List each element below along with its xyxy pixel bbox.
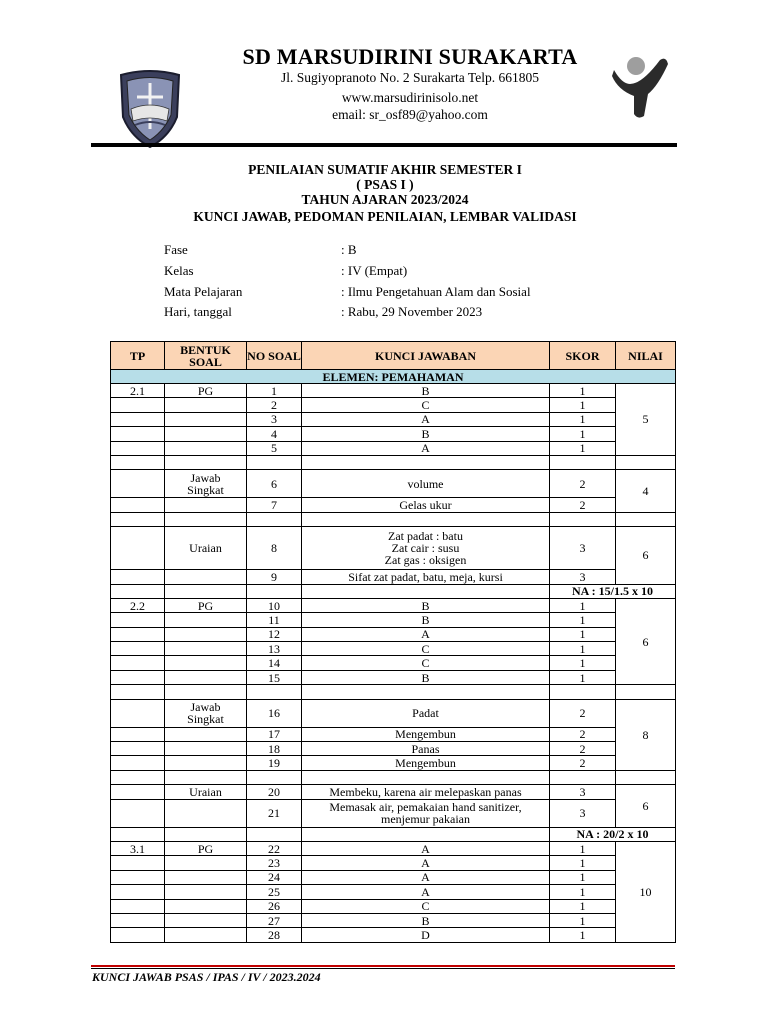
kunci-cell: A bbox=[302, 870, 550, 884]
kunci-cell: C bbox=[302, 642, 550, 656]
kunci-cell: Panas bbox=[302, 742, 550, 756]
element-label: ELEMEN: PEMAHAMAN bbox=[111, 370, 676, 384]
kunci-line: Memasak air, pemakaian hand sanitizer, bbox=[329, 800, 522, 815]
skor-cell: 1 bbox=[550, 670, 616, 684]
bentuk-cell bbox=[165, 470, 247, 498]
no-cell: 15 bbox=[247, 670, 302, 684]
table-row bbox=[111, 384, 676, 398]
kunci-cell: Sifat zat padat, batu, meja, kursi bbox=[302, 570, 550, 584]
table-row bbox=[111, 756, 676, 770]
table-row bbox=[111, 613, 676, 627]
header-kunci-jawaban: KUNCI JAWABAN bbox=[302, 342, 550, 370]
bentuk-cell: PG bbox=[165, 384, 247, 398]
skor-cell: 1 bbox=[550, 856, 616, 870]
kunci-cell: A bbox=[302, 441, 550, 455]
info-value-kelas: : IV (Empat) bbox=[341, 262, 408, 278]
na-cell: NA : 20/2 x 10 bbox=[550, 827, 676, 841]
nilai-cell: 6 bbox=[616, 785, 676, 827]
tp-cell: 2.2 bbox=[111, 598, 165, 612]
skor-cell: 1 bbox=[550, 412, 616, 426]
no-cell: 17 bbox=[247, 727, 302, 741]
bentuk-cell: PG bbox=[165, 841, 247, 855]
no-cell: 10 bbox=[247, 598, 302, 612]
skor-cell: 1 bbox=[550, 613, 616, 627]
no-cell: 22 bbox=[247, 841, 302, 855]
no-cell: 24 bbox=[247, 870, 302, 884]
no-cell: 5 bbox=[247, 441, 302, 455]
kunci-line: menjemur pakaian bbox=[381, 812, 470, 827]
kunci-cell: C bbox=[302, 899, 550, 913]
table-row bbox=[111, 527, 676, 570]
table-row bbox=[111, 441, 676, 455]
table-row bbox=[111, 598, 676, 612]
skor-cell: 2 bbox=[550, 756, 616, 770]
skor-cell: 1 bbox=[550, 398, 616, 412]
kunci-cell: A bbox=[302, 856, 550, 870]
kunci-cell: B bbox=[302, 613, 550, 627]
skor-cell: 2 bbox=[550, 498, 616, 512]
kunci-cell: B bbox=[302, 598, 550, 612]
footer-divider-red bbox=[91, 965, 675, 967]
table-header-row bbox=[111, 342, 676, 370]
table-row bbox=[111, 412, 676, 426]
skor-cell: 1 bbox=[550, 627, 616, 641]
table-row bbox=[111, 799, 676, 827]
skor-cell: 1 bbox=[550, 384, 616, 398]
kunci-cell: A bbox=[302, 885, 550, 899]
tp-cell: 3.1 bbox=[111, 841, 165, 855]
no-cell: 2 bbox=[247, 398, 302, 412]
answer-key-table bbox=[110, 341, 676, 943]
no-cell: 16 bbox=[247, 699, 302, 727]
nilai-cell: 8 bbox=[616, 699, 676, 770]
skor-cell: 2 bbox=[550, 699, 616, 727]
kunci-cell: A bbox=[302, 412, 550, 426]
no-cell: 14 bbox=[247, 656, 302, 670]
info-label-tanggal: Hari, tanggal bbox=[164, 304, 232, 320]
spacer-row bbox=[111, 770, 676, 784]
na-row bbox=[111, 584, 676, 598]
bentuk-js-line1: Jawab bbox=[190, 700, 221, 715]
skor-cell: 3 bbox=[550, 799, 616, 827]
kunci-cell: Padat bbox=[302, 699, 550, 727]
bentuk-cell bbox=[165, 699, 247, 727]
footer-text: KUNCI JAWAB PSAS / IPAS / IV / 2023.2024 bbox=[92, 970, 321, 984]
header-divider bbox=[91, 143, 677, 147]
nilai-cell: 6 bbox=[616, 598, 676, 684]
no-cell: 28 bbox=[247, 928, 302, 942]
no-cell: 4 bbox=[247, 427, 302, 441]
skor-cell: 1 bbox=[550, 841, 616, 855]
no-cell: 8 bbox=[247, 527, 302, 570]
spacer-row bbox=[111, 512, 676, 526]
bentuk-cell: PG bbox=[165, 598, 247, 612]
tp-cell: 2.1 bbox=[111, 384, 165, 398]
skor-cell: 1 bbox=[550, 913, 616, 927]
info-value-fase: : B bbox=[341, 242, 357, 257]
kunci-cell: Gelas ukur bbox=[302, 498, 550, 512]
no-cell: 18 bbox=[247, 742, 302, 756]
skor-cell: 1 bbox=[550, 656, 616, 670]
skor-cell: 2 bbox=[550, 470, 616, 498]
table-row bbox=[111, 642, 676, 656]
skor-cell: 1 bbox=[550, 598, 616, 612]
na-row bbox=[111, 827, 676, 841]
nilai-cell: 4 bbox=[616, 470, 676, 512]
spacer-row bbox=[111, 455, 676, 469]
no-cell: 27 bbox=[247, 913, 302, 927]
kunci-cell bbox=[302, 527, 550, 570]
table-row bbox=[111, 427, 676, 441]
table-row bbox=[111, 398, 676, 412]
nilai-cell: 5 bbox=[616, 384, 676, 456]
kunci-line: Zat gas : oksigen bbox=[384, 553, 467, 568]
kunci-cell: B bbox=[302, 913, 550, 927]
table-row bbox=[111, 785, 676, 799]
spacer-row bbox=[111, 685, 676, 699]
footer-divider-black bbox=[91, 968, 675, 969]
skor-cell: 1 bbox=[550, 899, 616, 913]
table-row bbox=[111, 742, 676, 756]
nilai-cell: 10 bbox=[616, 841, 676, 942]
info-label-mapel: Mata Pelajaran bbox=[164, 283, 243, 299]
kunci-cell: volume bbox=[302, 470, 550, 498]
no-cell: 21 bbox=[247, 799, 302, 827]
header-skor: SKOR bbox=[550, 342, 616, 370]
table-row bbox=[111, 870, 676, 884]
table-row bbox=[111, 470, 676, 498]
info-value-mapel: : Ilmu Pengetahuan Alam dan Sosial bbox=[341, 283, 531, 299]
kunci-line: Zat padat : batu bbox=[388, 529, 463, 544]
bentuk-js-line2: Singkat bbox=[187, 712, 224, 727]
doc-title-2: ( PSAS I ) bbox=[356, 177, 414, 192]
no-cell: 11 bbox=[247, 613, 302, 627]
school-website: www.marsudirinisolo.net bbox=[341, 90, 479, 105]
header-nilai: NILAI bbox=[616, 342, 676, 370]
doc-title-4: KUNCI JAWAB, PEDOMAN PENILAIAN, LEMBAR VALIDASI bbox=[193, 209, 577, 224]
bentuk-js-line2: Singkat bbox=[187, 482, 224, 497]
skor-cell: 3 bbox=[550, 527, 616, 570]
skor-cell: 2 bbox=[550, 742, 616, 756]
no-cell: 7 bbox=[247, 498, 302, 512]
header-tp: TP bbox=[111, 342, 165, 370]
kunci-line: Zat cair : susu bbox=[391, 541, 460, 556]
kunci-cell: D bbox=[302, 928, 550, 942]
kunci-cell: B bbox=[302, 427, 550, 441]
table-row bbox=[111, 885, 676, 899]
table-row bbox=[111, 656, 676, 670]
skor-cell: 1 bbox=[550, 427, 616, 441]
header-no-soal: NO SOAL bbox=[247, 342, 302, 370]
nilai-cell: 6 bbox=[616, 527, 676, 584]
skor-cell: 1 bbox=[550, 642, 616, 656]
info-values bbox=[341, 242, 531, 325]
school-email: email: sr_osf89@yahoo.com bbox=[332, 107, 488, 122]
info-label-fase: Fase bbox=[164, 242, 188, 257]
no-cell: 23 bbox=[247, 856, 302, 870]
kunci-cell: C bbox=[302, 656, 550, 670]
bentuk-cell: Uraian bbox=[165, 527, 247, 570]
school-address: Jl. Sugiyopranoto No. 2 Surakarta Telp. 661805 bbox=[281, 70, 539, 85]
kunci-cell: B bbox=[302, 384, 550, 398]
no-cell: 1 bbox=[247, 384, 302, 398]
no-cell: 6 bbox=[247, 470, 302, 498]
no-cell: 12 bbox=[247, 627, 302, 641]
kunci-cell: B bbox=[302, 670, 550, 684]
info-label-kelas: Kelas bbox=[164, 262, 194, 278]
table-row bbox=[111, 670, 676, 684]
table-row bbox=[111, 856, 676, 870]
no-cell: 3 bbox=[247, 412, 302, 426]
table-row bbox=[111, 699, 676, 727]
table-row bbox=[111, 899, 676, 913]
table-row bbox=[111, 727, 676, 741]
kunci-cell bbox=[302, 799, 550, 827]
kunci-cell: Membeku, karena air melepaskan panas bbox=[302, 785, 550, 799]
table-row bbox=[111, 570, 676, 584]
skor-cell: 1 bbox=[550, 885, 616, 899]
no-cell: 19 bbox=[247, 756, 302, 770]
header-bentuk-soal: BENTUK SOAL bbox=[165, 342, 247, 370]
no-cell: 9 bbox=[247, 570, 302, 584]
kunci-cell: A bbox=[302, 627, 550, 641]
skor-cell: 2 bbox=[550, 727, 616, 741]
table-row bbox=[111, 913, 676, 927]
bentuk-cell: Uraian bbox=[165, 785, 247, 799]
skor-cell: 3 bbox=[550, 785, 616, 799]
na-cell: NA : 15/1.5 x 10 bbox=[550, 584, 676, 598]
school-crest-logo bbox=[117, 69, 183, 149]
bentuk-js-line1: Jawab bbox=[190, 470, 221, 485]
no-cell: 25 bbox=[247, 885, 302, 899]
skor-cell: 1 bbox=[550, 441, 616, 455]
kunci-cell: Mengembun bbox=[302, 756, 550, 770]
element-row bbox=[111, 370, 676, 384]
info-labels bbox=[164, 242, 242, 325]
kunci-cell: A bbox=[302, 841, 550, 855]
no-cell: 26 bbox=[247, 899, 302, 913]
kunci-cell: Mengembun bbox=[302, 727, 550, 741]
doc-title-1: PENILAIAN SUMATIF AKHIR SEMESTER I bbox=[248, 162, 522, 177]
no-cell: 13 bbox=[247, 642, 302, 656]
table-row bbox=[111, 928, 676, 942]
table-row bbox=[111, 841, 676, 855]
no-cell: 20 bbox=[247, 785, 302, 799]
doc-title-3: TAHUN AJARAN 2023/2024 bbox=[301, 192, 469, 207]
skor-cell: 1 bbox=[550, 928, 616, 942]
info-value-tanggal: : Rabu, 29 November 2023 bbox=[341, 304, 483, 320]
skor-cell: 3 bbox=[550, 570, 616, 584]
kunci-cell: C bbox=[302, 398, 550, 412]
skor-cell: 1 bbox=[550, 870, 616, 884]
table-row bbox=[111, 627, 676, 641]
table-row bbox=[111, 498, 676, 512]
school-name: SD MARSUDIRINI SURAKARTA bbox=[242, 44, 578, 69]
